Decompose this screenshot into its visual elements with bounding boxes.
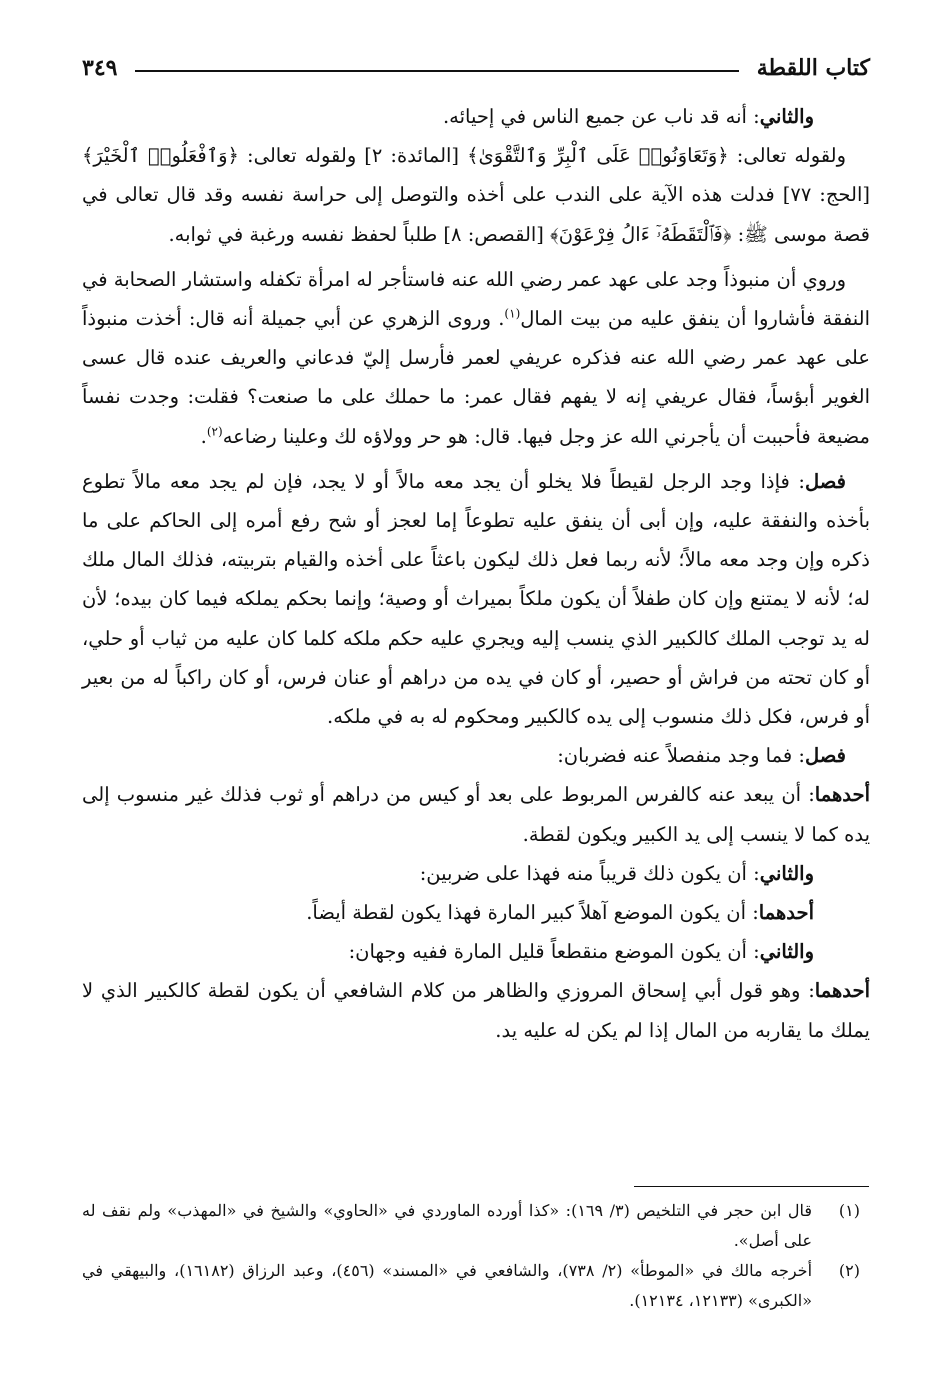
keyword: والثاني — [759, 940, 814, 964]
paragraph — [82, 97, 870, 136]
footnote — [82, 1196, 870, 1256]
paragraph-text: [الحج: ٧٧] فدلت هذه الآية على الندب على أخذه والتوصل إلى حراسة نفسه وقد قال تعالى في قصة موسى ﷺ: — [82, 183, 870, 246]
paragraph-text: : أن يكون الموضع منقطعاً قليل المارة ففيه وجهان: — [348, 940, 760, 964]
paragraph — [82, 932, 870, 971]
footnote-text: قال ابن حجر في التلخيص (٣/ ١٦٩): «كذا أورده الماوردي في «الحاوي» والشيخ في «المهذب» ولم نقف له على أصل». — [82, 1201, 813, 1250]
footnote-ref[interactable]: (٢) — [206, 424, 223, 439]
paragraph-text: : وهو قول أبي إسحاق المروزي والظاهر من كلام الشافعي أن يكون لقطة كالكبير الذي لا يملك ما يقاربه من المال إذا لم يكن له عليه يد. — [82, 979, 870, 1042]
footnote-separator — [634, 1186, 869, 1187]
quran-verse: ﴿وَتَعَاوَنُوا۟ عَلَى ٱلْبِرِّ وَٱلتَّقْوَىٰ﴾ — [467, 144, 729, 168]
page-header — [82, 48, 870, 88]
footnotes — [82, 1196, 870, 1316]
paragraph — [82, 462, 870, 736]
paragraph-text: . — [200, 424, 207, 448]
keyword: فصل — [805, 744, 846, 768]
paragraph-text: : أن يبعد عنه كالفرس المربوط على بعد أو كيس من دراهم أو ثوب فذلك غير منسوب إلى يده كما لا ينسب إلى يد الكبير ويكون لقطة. — [82, 783, 870, 846]
footnote-ref[interactable]: (١) — [504, 306, 521, 321]
paragraph-text: : أنه قد ناب عن جميع الناس في إحيائه. — [442, 105, 760, 128]
paragraph-text: : فإذا وجد الرجل لقيطاً فلا يخلو أن يجد معه مالاً أو لا يجد، فإن لم يجد معه مالاً تطوع بأخذه والنفقة عليه، وإن أبى أن ينفق عليه تطوعاً إما لعجز أو شح رفع أمره إلى الحاكم على ما ذكره وإن وجد معه مالاً؛ لأنه ربما فعل ذلك ليكون باعثاً على أخذه والقيام بتربيته، فذلك المال ملك له؛ لأنه لا يمتنع وإن كان طفلاً أن يكون ملكاً بميراث أو وصية؛ وإنما بحكم يملكه فيما كان بيده؛ لأن له يد توجب الملك كالكبير الذي ينسب إليه ويجري عليه حكم ملكه كلما كان عليه من ثياب أو حلي، أو كان تحته من فراش أو حصير، أو كان في يده من دراهم أو عنان فرس، أو كان راكباً له من بعير أو فرس، فكل ذلك منسوب إلى يده كالكبير ومحكوم له به في ملكه. — [82, 469, 870, 729]
paragraph — [82, 260, 870, 456]
keyword: أحدهما — [814, 979, 870, 1003]
footnote-number: (١) — [838, 1201, 860, 1220]
paragraph-text: : أن يكون الموضع آهلاً كبير المارة فهذا يكون لقطة أيضاً. — [306, 901, 759, 925]
paragraph — [82, 854, 870, 893]
paragraph — [82, 136, 870, 254]
footnote-number: (٢) — [838, 1261, 860, 1280]
paragraph-text: ولقوله تعالى: — [728, 144, 847, 168]
keyword: فصل — [805, 469, 846, 493]
keyword: والثاني — [759, 105, 814, 128]
paragraph-text: . وروى الزهري عن أبي جميلة أنه قال: أخذت منبوذاً على عهد عمر رضي الله عنه فذكره عريفي لعمر فأرسل إليّ فدعاني والعريف عنده قال عسى الغوير أبؤساً، فقال عريفي إنه لا يفهم فقال عمر: ما حملك على ما صنعت؟ فقلت: وجدت نفساً مضيعة فأحببت أن يأجرني الله عز وجل فيها. قال: هو حر وولاؤه لك وعلينا رضاعه — [82, 307, 870, 448]
quran-verse: ﴿فَٱلْتَقَطَهُۥٓ ءَالُ فِرْعَوْنَ﴾ — [550, 222, 732, 246]
paragraph-text: : أن يكون ذلك قريباً منه فهذا على ضربين: — [419, 861, 760, 885]
page-number: ٣٤٩ — [82, 55, 118, 81]
header-rule — [135, 70, 738, 72]
main-text — [82, 97, 870, 1050]
paragraph-text: : فما وجد منفصلاً عنه فضربان: — [557, 744, 805, 768]
paragraph-text: [القصص: ٨] طلباً لحفظ نفسه ورغبة في ثوابه. — [168, 222, 551, 246]
paragraph — [82, 893, 870, 932]
paragraph — [82, 736, 870, 775]
footnote-text: أخرجه مالك في «الموطأ» (٢/ ٧٣٨)، والشافعي في «المسند» (٤٥٦)، وعبد الرزاق (١٦١٨٢)، والبيهقي في «الكبرى» (١٢١٣٣، ١٢١٣٤). — [82, 1261, 813, 1310]
paragraph — [82, 971, 870, 1049]
keyword: أحدهما — [814, 783, 870, 807]
book-title: كتاب اللقطة — [756, 55, 870, 81]
footnote — [82, 1256, 870, 1316]
keyword: والثاني — [759, 861, 814, 885]
quran-verse: ﴿وَٱفْعَلُوا۟ ٱلْخَيْرَ﴾ — [82, 144, 239, 168]
paragraph-text: وروي أن منبوذاً وجد على عهد عمر رضي الله عنه فاستأجر له امرأة تكفله واستشار الصحابة في النفقة فأشاروا أن ينفق عليه من بيت المال — [82, 267, 870, 331]
paragraph-text: [المائدة: ٢] ولقوله تعالى: — [238, 144, 468, 168]
paragraph — [82, 775, 870, 853]
keyword: أحدهما — [758, 901, 814, 925]
